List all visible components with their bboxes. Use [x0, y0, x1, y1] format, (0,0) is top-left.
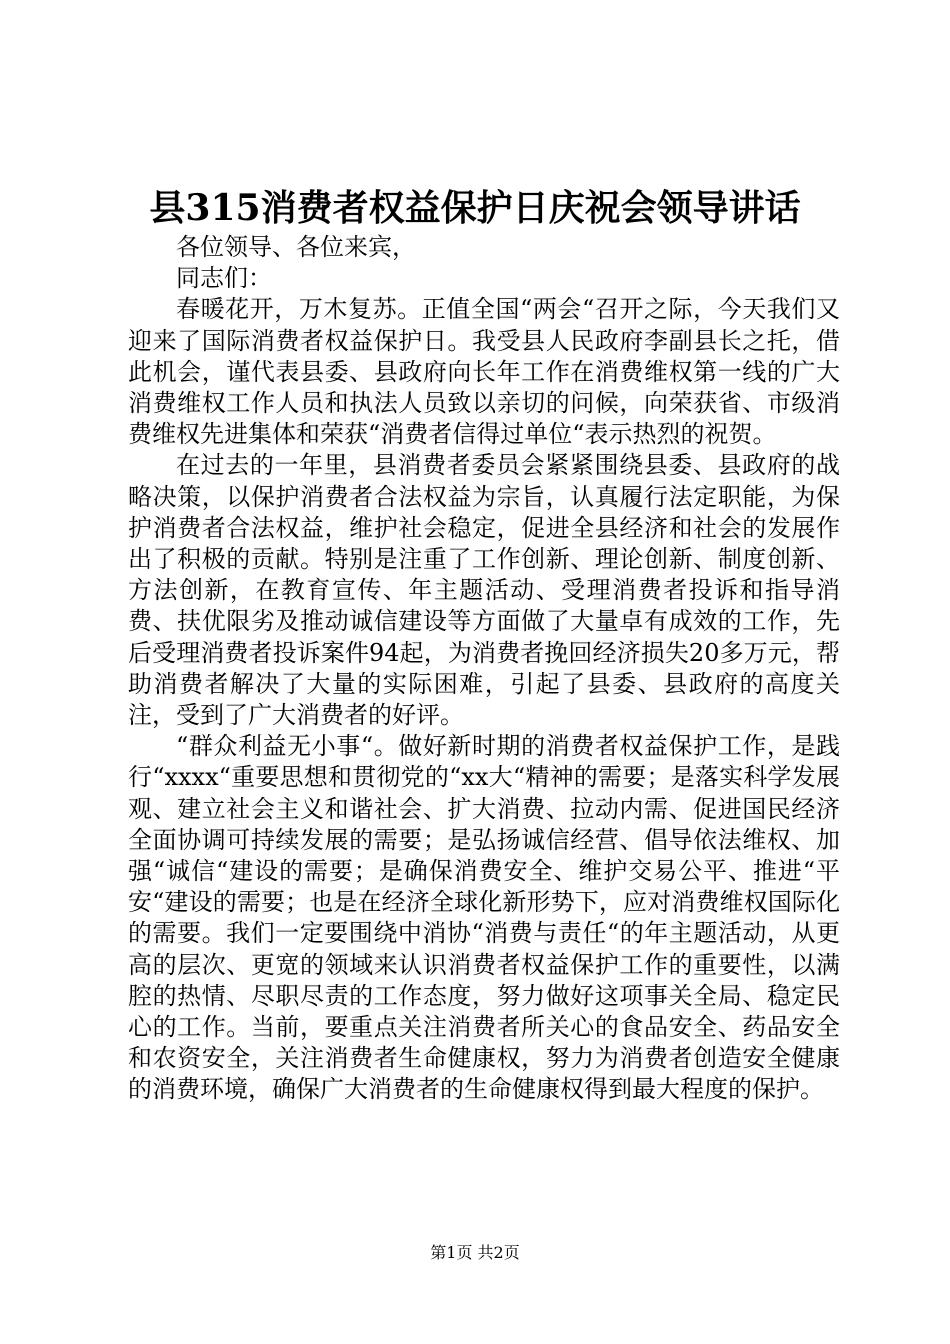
salutation-line: 各位领导、各位来宾，	[176, 233, 416, 261]
document-body	[128, 232, 840, 1106]
body-paragraph: 在过去的一年里，县消费者委员会紧紧围绕县委、县政府的战略决策，以保护消费者合法权益为宗旨，认真履行法定职能，为保护消费者合法权益，维护社会稳定，促进全县经济和社会的发展作出了积极的贡献。特别是注重了工作创新、理论创新、制度创新、方法创新，在教育宣传、年主题活动、受理消费者投诉和指导消费、扶优限劣及推动诚信建设等方面做了大量卓有成效的工作，先后受理消费者投诉案件94起，为消费者挽回经济损失20多万元，帮助消费者解决了大量的实际困难，引起了县委、县政府的高度关注，受到了广大消费者的好评。	[128, 451, 840, 730]
body-paragraph: 春暖花开，万木复苏。正值全国“两会“召开之际，今天我们又迎来了国际消费者权益保护日。我受县人民政府李副县长之托，借此机会，谨代表县委、县政府向长年工作在消费维权第一线的广大消费维权工作人员和执法人员致以亲切的问候，向荣获省、市级消费维权先进集体和荣获“消费者信得过单位“表示热烈的祝贺。	[128, 295, 840, 449]
page-footer: 第1页 共2页	[430, 1243, 520, 1262]
salutation-line: 同志们：	[176, 264, 272, 293]
body-paragraph: “群众利益无小事“。做好新时期的消费者权益保护工作，是践行“xxxx“重要思想和贯彻党的“xx大“精神的需要；是落实科学发展观、建立社会主义和谐社会、扩大消费、拉动内需、促进国民经济全面协调可持续发展的需要；是弘扬诚信经营、倡导依法维权、加强“诚信“建设的需要；是确保消费安全、维护交易公平、推进“平安“建设的需要；也是在经济全球化新形势下，应对消费维权国际化的需要。我们一定要围绕中消协“消费与责任“的年主题活动，从更高的层次、更宽的领域来认识消费者权益保护工作的重要性，以满腔的热情、尽职尽责的工作态度，努力做好这项事关全局、稳定民心的工作。当前，要重点关注消费者所关心的食品安全、药品安全和农资安全，关注消费者生命健康权，努力为消费者创造安全健康的消费环境，确保广大消费者的生命健康权得到最大程度的保护。	[128, 732, 840, 1104]
document-title: 县315消费者权益保护日庆祝会领导讲话	[149, 187, 801, 229]
